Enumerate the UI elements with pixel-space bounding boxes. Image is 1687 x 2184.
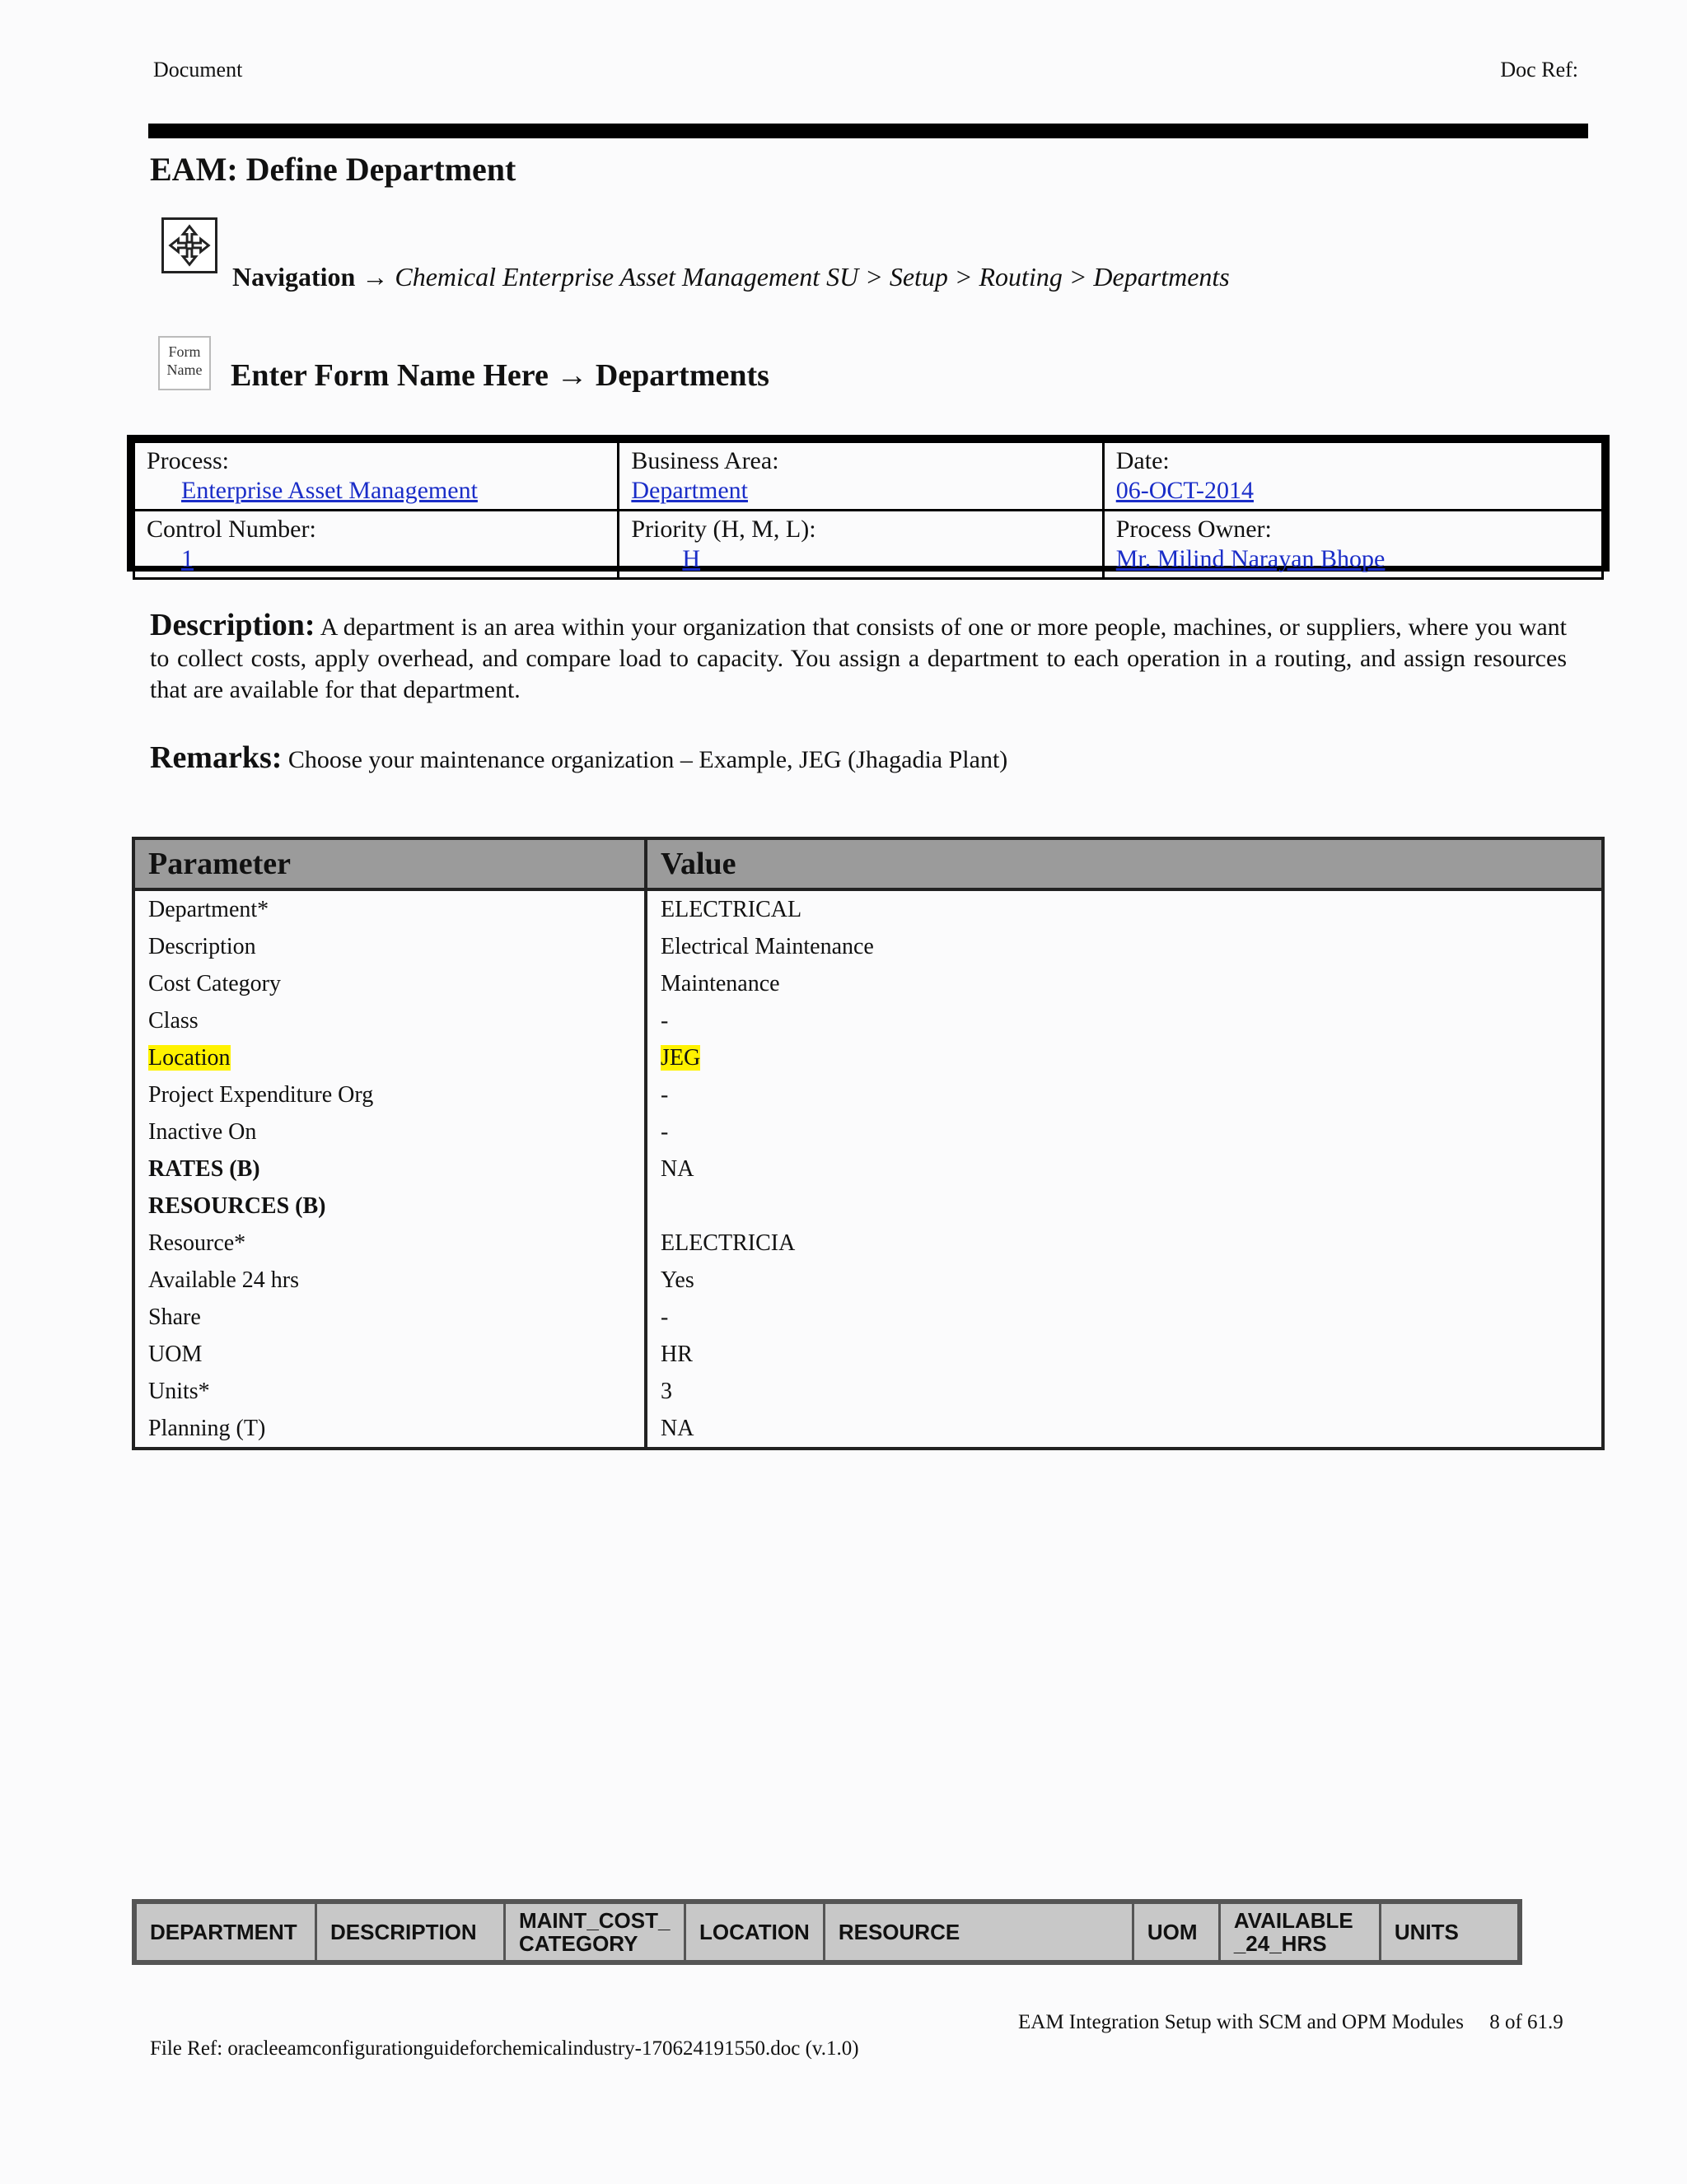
- navigation-icon: [161, 217, 217, 273]
- process-owner-label: Process Owner:: [1115, 516, 1272, 543]
- header-document-label: Document: [153, 58, 243, 82]
- remarks-label: Remarks:: [150, 740, 283, 775]
- priority-label: Priority (H, M, L):: [631, 516, 816, 543]
- process-info-table: [127, 435, 1610, 572]
- value-cell: ELECTRICIA: [661, 1230, 796, 1256]
- parameter-cell: RESOURCES (B): [135, 1188, 646, 1225]
- form-label: Enter Form Name Here: [231, 358, 549, 393]
- footer-file-ref: File Ref: oracleeamconfigurationguideforchemicalindustry-170624191550.doc (v.1.0): [150, 2037, 859, 2060]
- location-highlight: Location: [148, 1045, 231, 1071]
- value-cell: NA: [661, 1416, 694, 1441]
- parameter-cell: Description: [135, 928, 646, 965]
- description-section: [150, 609, 1567, 706]
- column-header-cell: UNITS: [1380, 1903, 1518, 1962]
- navigation-arrow-icon: →: [362, 262, 389, 292]
- table-row: [135, 1039, 1601, 1076]
- value-cell: ELECTRICAL: [661, 897, 802, 922]
- footer-page-number: 8 of 61.9: [1489, 2011, 1563, 2033]
- column-header-cell: DEPARTMENT: [136, 1903, 316, 1962]
- value-cell: Yes: [661, 1267, 694, 1293]
- description-text: A department is an area within your organization that consists of one or more people, machines, or suppliers, where you want to collect costs, apply overhead, and compare load to capacity. You assign a department to each operation in a routing, and assign resources that are available for that department.: [150, 614, 1567, 703]
- form-icon-text-1: Form: [168, 343, 201, 360]
- value-cell: Electrical Maintenance: [661, 934, 874, 959]
- table-row: [135, 965, 1601, 1002]
- table-row: [135, 1002, 1601, 1039]
- form-name-icon: [158, 336, 211, 390]
- value-cell: -: [661, 1304, 669, 1330]
- table-row: [135, 1113, 1601, 1150]
- form-icon-text-2: Name: [166, 362, 203, 378]
- parameter-cell: RATES (B): [135, 1150, 646, 1188]
- process-owner-value: Mr. Milind Narayan Bhope: [1115, 545, 1386, 572]
- parameter-table: [132, 837, 1605, 1450]
- date-value: 06-OCT-2014: [1115, 477, 1254, 504]
- table-row: [135, 1410, 1601, 1447]
- process-label: Process:: [147, 447, 229, 474]
- header-rule: [148, 124, 1588, 138]
- value-cell: 3: [661, 1379, 672, 1404]
- business-area-label: Business Area:: [631, 447, 779, 474]
- column-header-table: [132, 1899, 1522, 1965]
- remarks-text: Choose your maintenance organization – Example, JEG (Jhagadia Plant): [287, 746, 1008, 773]
- form-name-line: [231, 357, 769, 394]
- value-cell: -: [661, 1119, 669, 1145]
- value-cell: [646, 1039, 1601, 1076]
- table-row: [135, 1225, 1601, 1262]
- business-area-value: Department: [631, 477, 748, 504]
- table-row: [135, 1150, 1601, 1188]
- value-cell: -: [661, 1008, 669, 1034]
- parameter-cell: Inactive On: [135, 1113, 646, 1150]
- parameter-cell: Units*: [135, 1373, 646, 1410]
- parameter-header: Parameter: [135, 840, 646, 889]
- form-arrow-icon: →: [556, 358, 588, 393]
- column-header-cell: LOCATION: [685, 1903, 825, 1962]
- parameter-cell: Available 24 hrs: [135, 1262, 646, 1299]
- parameter-cell: Planning (T): [135, 1410, 646, 1447]
- table-row: [135, 889, 1601, 928]
- column-header-cell: MAINT_COST_ CATEGORY: [505, 1903, 685, 1962]
- page-title: EAM: Define Department: [150, 151, 516, 188]
- value-header: Value: [646, 840, 1601, 889]
- table-row: [135, 1299, 1601, 1336]
- column-header-cell: DESCRIPTION: [316, 1903, 505, 1962]
- remarks-section: [150, 740, 1567, 776]
- table-row: [135, 1373, 1601, 1410]
- value-cell: -: [661, 1082, 669, 1108]
- priority-value: H: [682, 545, 701, 572]
- table-row: [135, 1262, 1601, 1299]
- column-header-cell: AVAILABLE _24_HRS: [1219, 1903, 1380, 1962]
- navigation-line: [232, 262, 1230, 292]
- process-value: Enterprise Asset Management: [181, 477, 478, 504]
- table-row: [135, 928, 1601, 965]
- control-number-value: 1: [181, 545, 194, 572]
- footer-doc-title: EAM Integration Setup with SCM and OPM Modules: [1018, 2011, 1464, 2033]
- control-number-label: Control Number:: [147, 516, 316, 543]
- parameter-cell: Share: [135, 1299, 646, 1336]
- navigation-path: Chemical Enterprise Asset Management SU > Setup > Routing > Departments: [395, 262, 1230, 292]
- table-row: [135, 1188, 1601, 1225]
- value-cell: [646, 1188, 1601, 1225]
- value-cell: NA: [661, 1156, 694, 1182]
- parameter-cell: Class: [135, 1002, 646, 1039]
- table-row: [135, 1076, 1601, 1113]
- value-cell: Maintenance: [661, 971, 780, 996]
- parameter-cell: UOM: [135, 1336, 646, 1373]
- description-label: Description:: [150, 608, 315, 642]
- column-header-cell: UOM: [1133, 1903, 1219, 1962]
- value-cell: HR: [661, 1342, 693, 1367]
- parameter-cell: [135, 1039, 646, 1076]
- parameter-cell: Cost Category: [135, 965, 646, 1002]
- date-label: Date:: [1115, 447, 1170, 474]
- table-row: [135, 1336, 1601, 1373]
- location-value-highlight: JEG: [661, 1045, 701, 1071]
- navigation-label: Navigation: [232, 262, 356, 292]
- form-name: Departments: [595, 358, 769, 393]
- header-doc-ref-label: Doc Ref:: [1500, 58, 1578, 82]
- parameter-cell: Department*: [135, 889, 646, 928]
- parameter-cell: Resource*: [135, 1225, 646, 1262]
- footer-doc-info: [1018, 2011, 1563, 2034]
- column-header-cell: RESOURCE: [824, 1903, 1133, 1962]
- parameter-cell: Project Expenditure Org: [135, 1076, 646, 1113]
